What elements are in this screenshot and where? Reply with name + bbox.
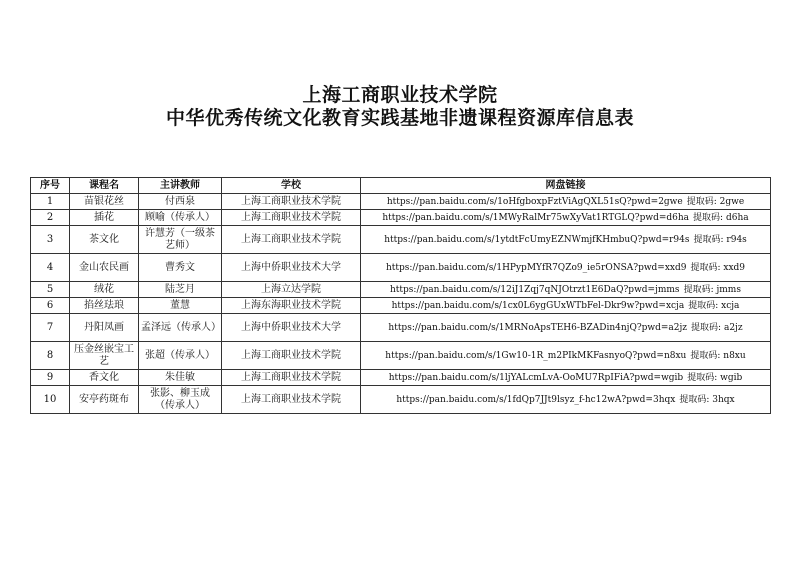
table-row bbox=[31, 226, 771, 254]
row-link-cell bbox=[361, 298, 771, 314]
row-course: 安亭药斑布 bbox=[70, 386, 139, 414]
row-school: 上海工商职业技术学院 bbox=[222, 210, 361, 226]
row-school: 上海工商职业技术学院 bbox=[222, 370, 361, 386]
code-label: 提取码: bbox=[691, 322, 722, 333]
row-link-cell bbox=[361, 194, 771, 210]
row-teacher: 顾喻（传承人） bbox=[139, 210, 222, 226]
row-school: 上海中侨职业技术大学 bbox=[222, 254, 361, 282]
row-link-cell bbox=[361, 386, 771, 414]
row-teacher: 张超（传承人） bbox=[139, 342, 222, 370]
row-course: 压金丝嵌宝工艺 bbox=[70, 342, 139, 370]
extract-code: xxd9 bbox=[723, 262, 746, 273]
row-teacher: 曹秀文 bbox=[139, 254, 222, 282]
row-link-cell bbox=[361, 254, 771, 282]
extract-code: d6ha bbox=[725, 212, 749, 223]
row-school: 上海立达学院 bbox=[222, 282, 361, 298]
row-link-cell bbox=[361, 282, 771, 298]
code-label: 提取码: bbox=[687, 372, 718, 383]
row-teacher: 董慧 bbox=[139, 298, 222, 314]
pan-link[interactable]: https://pan.baidu.com/s/1oHfgboxpFztViAgQXL51sQ?pwd=2gwe bbox=[386, 196, 683, 207]
row-course: 掐丝珐琅 bbox=[70, 298, 139, 314]
row-no: 7 bbox=[31, 314, 70, 342]
row-course: 苗银花丝 bbox=[70, 194, 139, 210]
row-school: 上海工商职业技术学院 bbox=[222, 342, 361, 370]
row-course: 绒花 bbox=[70, 282, 139, 298]
table-row bbox=[31, 254, 771, 282]
table-row bbox=[31, 386, 771, 414]
row-link-cell bbox=[361, 314, 771, 342]
code-label: 提取码: bbox=[693, 234, 724, 245]
row-no: 9 bbox=[31, 370, 70, 386]
row-no: 3 bbox=[31, 226, 70, 254]
row-no: 4 bbox=[31, 254, 70, 282]
row-no: 6 bbox=[31, 298, 70, 314]
row-school: 上海工商职业技术学院 bbox=[222, 386, 361, 414]
pan-link[interactable]: https://pan.baidu.com/s/12iJ1Zqj7qNJOtrzt1E6DaQ?pwd=jmms bbox=[390, 284, 680, 295]
code-label: 提取码: bbox=[686, 196, 717, 207]
table-row bbox=[31, 298, 771, 314]
row-course: 丹阳凤画 bbox=[70, 314, 139, 342]
pan-link[interactable]: https://pan.baidu.com/s/1Gw10-1R_m2PIkMKFasnyoQ?pwd=n8xu bbox=[385, 350, 687, 361]
code-label: 提取码: bbox=[679, 394, 710, 405]
table-header-row bbox=[31, 178, 771, 194]
row-link-cell bbox=[361, 342, 771, 370]
header-teacher: 主讲教师 bbox=[139, 178, 222, 194]
pan-link[interactable]: https://pan.baidu.com/s/1ytdtFcUmyEZNWmjfKHmbuQ?pwd=r94s bbox=[384, 234, 690, 245]
row-teacher: 许慧芳（一级茶艺师） bbox=[139, 226, 222, 254]
extract-code: r94s bbox=[726, 234, 747, 245]
row-teacher: 张影、柳玉成（传承人） bbox=[139, 386, 222, 414]
extract-code: n8xu bbox=[723, 350, 746, 361]
code-label: 提取码: bbox=[683, 284, 714, 295]
table-row bbox=[31, 194, 771, 210]
row-course: 茶文化 bbox=[70, 226, 139, 254]
title-line-2: 中华优秀传统文化教育实践基地非遗课程资源库信息表 bbox=[165, 107, 634, 129]
extract-code: 3hqx bbox=[712, 394, 735, 405]
table-row bbox=[31, 314, 771, 342]
pan-link[interactable]: https://pan.baidu.com/s/1HPypMYfR7QZo9_ie5rONSA?pwd=xxd9 bbox=[385, 262, 687, 273]
pan-link[interactable]: https://pan.baidu.com/s/1MWyRalMr75wXyVat1RTGLQ?pwd=d6ha bbox=[382, 212, 690, 223]
header-no: 序号 bbox=[31, 178, 70, 194]
extract-code: xcja bbox=[721, 300, 740, 311]
row-school: 上海中侨职业技术大学 bbox=[222, 314, 361, 342]
row-link-cell bbox=[361, 370, 771, 386]
row-teacher: 付西泉 bbox=[139, 194, 222, 210]
extract-code: a2jz bbox=[723, 322, 743, 333]
row-no: 8 bbox=[31, 342, 70, 370]
pan-link[interactable]: https://pan.baidu.com/s/1cx0L6ygGUxWTbFel-Dkr9w?pwd=xcja bbox=[391, 300, 685, 311]
code-label: 提取码: bbox=[690, 262, 721, 273]
header-school: 学校 bbox=[222, 178, 361, 194]
table-row bbox=[31, 210, 771, 226]
table-row bbox=[31, 342, 771, 370]
row-teacher: 朱佳敏 bbox=[139, 370, 222, 386]
row-school: 上海工商职业技术学院 bbox=[222, 226, 361, 254]
row-school: 上海工商职业技术学院 bbox=[222, 194, 361, 210]
code-label: 提取码: bbox=[688, 300, 719, 311]
row-teacher: 孟泽远（传承人） bbox=[139, 314, 222, 342]
row-course: 金山农民画 bbox=[70, 254, 139, 282]
row-school: 上海东海职业技术学院 bbox=[222, 298, 361, 314]
row-no: 10 bbox=[31, 386, 70, 414]
row-link-cell bbox=[361, 210, 771, 226]
pan-link[interactable]: https://pan.baidu.com/s/1MRNoApsTEH6-BZADin4njQ?pwd=a2jz bbox=[388, 322, 688, 333]
extract-code: 2gwe bbox=[719, 196, 745, 207]
code-label: 提取码: bbox=[690, 350, 721, 361]
code-label: 提取码: bbox=[693, 212, 724, 223]
pan-link[interactable]: https://pan.baidu.com/s/1ljYALcmLvA-OoMU7RpIFiA?pwd=wgib bbox=[388, 372, 684, 383]
row-course: 香文化 bbox=[70, 370, 139, 386]
row-no: 5 bbox=[31, 282, 70, 298]
table-row bbox=[31, 370, 771, 386]
extract-code: jmms bbox=[716, 284, 741, 295]
table-row bbox=[31, 282, 771, 298]
pan-link[interactable]: https://pan.baidu.com/s/1fdQp7JJt9lsyz_f-hc12wA?pwd=3hqx bbox=[396, 394, 676, 405]
document-title bbox=[0, 84, 800, 130]
row-teacher: 陆芝月 bbox=[139, 282, 222, 298]
row-course: 插花 bbox=[70, 210, 139, 226]
title-line-1: 上海工商职业技术学院 bbox=[302, 84, 498, 106]
row-no: 1 bbox=[31, 194, 70, 210]
header-course: 课程名 bbox=[70, 178, 139, 194]
extract-code: wgib bbox=[720, 372, 743, 383]
row-no: 2 bbox=[31, 210, 70, 226]
course-resource-table bbox=[30, 177, 771, 414]
header-link: 网盘链接 bbox=[361, 178, 771, 194]
row-link-cell bbox=[361, 226, 771, 254]
